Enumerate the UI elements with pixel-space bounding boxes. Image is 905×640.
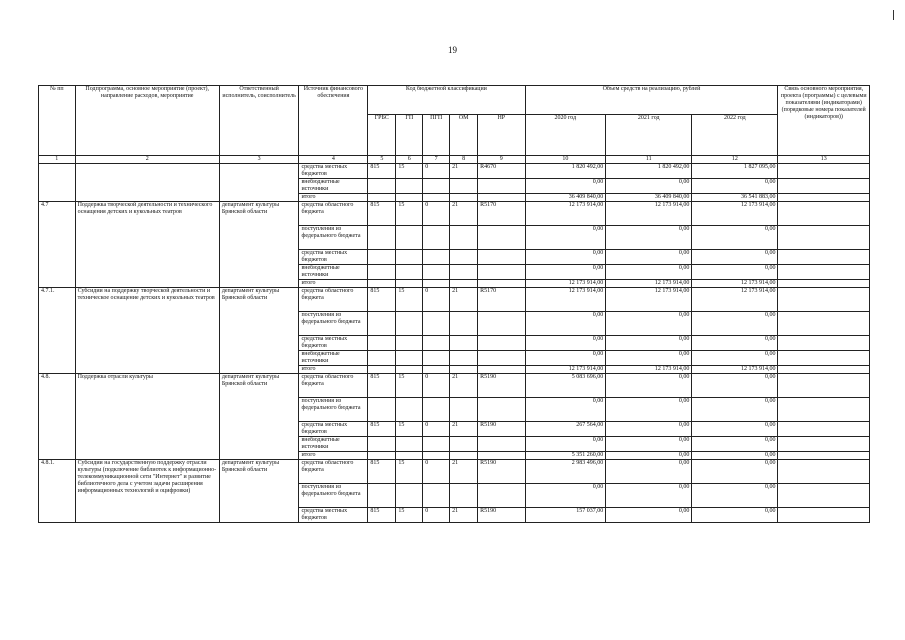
header-om: ОМ xyxy=(450,115,478,156)
code-grbs: 815 xyxy=(368,288,396,312)
header-2020: 2020 год xyxy=(525,115,606,156)
value-2021: 0,00 xyxy=(606,250,692,265)
row-link xyxy=(778,508,870,523)
code-np: R5170 xyxy=(478,202,525,226)
row-program xyxy=(75,164,219,202)
code-grbs xyxy=(368,351,396,366)
value-2022: 0,00 xyxy=(692,437,778,452)
code-pgp: 0 xyxy=(423,288,450,312)
code-np xyxy=(478,437,525,452)
code-gp: 15 xyxy=(396,460,423,484)
code-om xyxy=(450,398,478,422)
value-2020: 0,00 xyxy=(525,336,606,351)
row-number: 4.8.1. xyxy=(39,460,76,523)
code-grbs xyxy=(368,265,396,280)
row-program: Поддержка отрасли культуры xyxy=(75,374,219,460)
code-om: 21 xyxy=(450,508,478,523)
header-source: Источник финансового обеспечения xyxy=(299,86,368,156)
code-grbs xyxy=(368,280,396,288)
row-link xyxy=(778,437,870,452)
value-2020: 0,00 xyxy=(525,312,606,336)
row-link xyxy=(778,336,870,351)
code-gp xyxy=(396,351,423,366)
code-gp xyxy=(396,226,423,250)
column-number: 10 xyxy=(525,156,606,164)
value-2022: 0,00 xyxy=(692,250,778,265)
code-gp xyxy=(396,280,423,288)
value-2022: 0,00 xyxy=(692,351,778,366)
code-pgp xyxy=(423,452,450,460)
value-2020: 0,00 xyxy=(525,179,606,194)
code-grbs xyxy=(368,336,396,351)
code-om xyxy=(450,336,478,351)
row-source: внебюджетные источники xyxy=(299,179,368,194)
table-row xyxy=(39,202,870,226)
code-om xyxy=(450,226,478,250)
code-np: R4670 xyxy=(478,164,525,179)
value-2022: 12 173 914,00 xyxy=(692,288,778,312)
code-np: R5190 xyxy=(478,508,525,523)
value-2021: 0,00 xyxy=(606,508,692,523)
code-grbs xyxy=(368,312,396,336)
code-np xyxy=(478,226,525,250)
code-gp xyxy=(396,179,423,194)
edge-mark xyxy=(893,10,894,20)
value-2022: 0,00 xyxy=(692,312,778,336)
value-2020: 0,00 xyxy=(525,351,606,366)
header-pgp: ПГП xyxy=(423,115,450,156)
row-source: внебюджетные источники xyxy=(299,265,368,280)
table-row xyxy=(39,460,870,484)
value-2022: 36 541 883,00 xyxy=(692,194,778,202)
code-np xyxy=(478,452,525,460)
value-2022: 0,00 xyxy=(692,374,778,398)
code-om xyxy=(450,312,478,336)
value-2022: 0,00 xyxy=(692,422,778,437)
value-2022: 0,00 xyxy=(692,179,778,194)
code-grbs: 815 xyxy=(368,374,396,398)
value-2022: 0,00 xyxy=(692,460,778,484)
code-np xyxy=(478,265,525,280)
value-2020: 5 083 696,00 xyxy=(525,374,606,398)
row-source: средства местных бюджетов xyxy=(299,164,368,179)
row-number: 4.7.1. xyxy=(39,288,76,374)
row-link xyxy=(778,398,870,422)
row-link xyxy=(778,164,870,179)
row-source: поступления из федерального бюджета xyxy=(299,484,368,508)
code-om: 21 xyxy=(450,288,478,312)
column-number: 8 xyxy=(450,156,478,164)
code-pgp xyxy=(423,351,450,366)
row-responsible: департамент культуры Брянской области xyxy=(219,288,299,374)
row-link xyxy=(778,288,870,312)
row-responsible: департамент культуры Брянской области xyxy=(219,460,299,523)
value-2021: 0,00 xyxy=(606,312,692,336)
value-2020: 12 173 914,00 xyxy=(525,288,606,312)
value-2020: 0,00 xyxy=(525,250,606,265)
row-source: поступления из федерального бюджета xyxy=(299,312,368,336)
value-2022: 0,00 xyxy=(692,508,778,523)
row-link xyxy=(778,374,870,398)
value-2021: 0,00 xyxy=(606,398,692,422)
code-pgp xyxy=(423,437,450,452)
code-np xyxy=(478,398,525,422)
code-pgp: 0 xyxy=(423,164,450,179)
value-2020: 12 173 914,00 xyxy=(525,280,606,288)
code-np xyxy=(478,312,525,336)
table-body xyxy=(39,164,870,523)
value-2020: 12 173 914,00 xyxy=(525,202,606,226)
value-2020: 12 173 914,00 xyxy=(525,366,606,374)
code-pgp: 0 xyxy=(423,202,450,226)
header-program: Подпрограмма, основное мероприятие (проект), направление расходов, мероприятие xyxy=(75,86,219,156)
code-om: 21 xyxy=(450,202,478,226)
code-om: 21 xyxy=(450,422,478,437)
row-source: средства областного бюджета xyxy=(299,288,368,312)
code-pgp xyxy=(423,312,450,336)
code-om xyxy=(450,351,478,366)
header-2022: 2022 год xyxy=(692,115,778,156)
budget-table xyxy=(38,85,870,523)
row-source: средства местных бюджетов xyxy=(299,508,368,523)
code-om xyxy=(450,194,478,202)
code-grbs: 815 xyxy=(368,460,396,484)
value-2021: 0,00 xyxy=(606,265,692,280)
code-grbs: 815 xyxy=(368,164,396,179)
code-grbs: 815 xyxy=(368,508,396,523)
value-2021: 1 820 492,00 xyxy=(606,164,692,179)
code-gp: 15 xyxy=(396,422,423,437)
value-2022: 12 173 914,00 xyxy=(692,280,778,288)
code-gp xyxy=(396,398,423,422)
code-grbs xyxy=(368,484,396,508)
table-row xyxy=(39,164,870,179)
code-grbs xyxy=(368,398,396,422)
row-source: средства местных бюджетов xyxy=(299,336,368,351)
row-link xyxy=(778,484,870,508)
code-np xyxy=(478,351,525,366)
code-np xyxy=(478,179,525,194)
code-om xyxy=(450,484,478,508)
value-2020: 1 820 492,00 xyxy=(525,164,606,179)
value-2021: 0,00 xyxy=(606,226,692,250)
table-row xyxy=(39,374,870,398)
value-2022: 0,00 xyxy=(692,452,778,460)
code-pgp: 0 xyxy=(423,374,450,398)
code-grbs xyxy=(368,366,396,374)
column-number: 13 xyxy=(778,156,870,164)
code-gp xyxy=(396,437,423,452)
code-gp: 15 xyxy=(396,374,423,398)
value-2021: 0,00 xyxy=(606,460,692,484)
value-2020: 0,00 xyxy=(525,226,606,250)
row-program: Субсидии на поддержку творческой деятельности и техническое оснащение детских и кукольных театров xyxy=(75,288,219,374)
value-2022: 12 173 914,00 xyxy=(692,202,778,226)
row-link xyxy=(778,179,870,194)
value-2021: 12 173 914,00 xyxy=(606,366,692,374)
row-link xyxy=(778,452,870,460)
column-number: 1 xyxy=(39,156,76,164)
header-gp: ГП xyxy=(396,115,423,156)
value-2020: 0,00 xyxy=(525,398,606,422)
row-source: итого xyxy=(299,452,368,460)
code-pgp xyxy=(423,398,450,422)
code-np: R5190 xyxy=(478,460,525,484)
column-number: 5 xyxy=(368,156,396,164)
code-grbs xyxy=(368,437,396,452)
row-source: итого xyxy=(299,280,368,288)
row-link xyxy=(778,226,870,250)
code-om xyxy=(450,250,478,265)
header-responsible: Ответственный исполнитель, соисполнитель xyxy=(219,86,299,156)
value-2020: 36 409 840,00 xyxy=(525,194,606,202)
row-link xyxy=(778,250,870,265)
row-source: поступления из федерального бюджета xyxy=(299,226,368,250)
code-gp: 15 xyxy=(396,288,423,312)
value-2021: 36 409 840,00 xyxy=(606,194,692,202)
code-np xyxy=(478,250,525,265)
code-gp xyxy=(396,194,423,202)
header-no: № пп xyxy=(39,86,76,156)
row-program: Поддержка творческой деятельности и технического оснащения детских и кукольных театров xyxy=(75,202,219,288)
value-2021: 12 173 914,00 xyxy=(606,202,692,226)
code-pgp xyxy=(423,250,450,265)
column-number: 6 xyxy=(396,156,423,164)
value-2021: 0,00 xyxy=(606,422,692,437)
value-2020: 0,00 xyxy=(525,484,606,508)
code-pgp xyxy=(423,179,450,194)
row-responsible: департамент культуры Брянской области xyxy=(219,374,299,460)
code-om xyxy=(450,280,478,288)
code-grbs xyxy=(368,250,396,265)
code-gp xyxy=(396,452,423,460)
code-np: R5190 xyxy=(478,422,525,437)
value-2020: 2 983 496,00 xyxy=(525,460,606,484)
value-2021: 0,00 xyxy=(606,437,692,452)
code-gp: 15 xyxy=(396,508,423,523)
code-pgp xyxy=(423,280,450,288)
code-grbs xyxy=(368,179,396,194)
code-pgp xyxy=(423,366,450,374)
code-grbs xyxy=(368,452,396,460)
row-source: внебюджетные источники xyxy=(299,437,368,452)
column-numbers-row xyxy=(39,156,870,164)
table-row xyxy=(39,288,870,312)
header-2021: 2021 год xyxy=(606,115,692,156)
header-grbs: ГРБС xyxy=(368,115,396,156)
value-2022: 0,00 xyxy=(692,484,778,508)
value-2021: 0,00 xyxy=(606,336,692,351)
value-2021: 12 173 914,00 xyxy=(606,280,692,288)
value-2022: 0,00 xyxy=(692,336,778,351)
code-np xyxy=(478,194,525,202)
value-2021: 0,00 xyxy=(606,484,692,508)
column-number: 7 xyxy=(423,156,450,164)
code-pgp xyxy=(423,226,450,250)
code-pgp: 0 xyxy=(423,508,450,523)
value-2021: 0,00 xyxy=(606,374,692,398)
code-pgp xyxy=(423,265,450,280)
code-om: 21 xyxy=(450,374,478,398)
column-number: 11 xyxy=(606,156,692,164)
code-om xyxy=(450,366,478,374)
row-number xyxy=(39,164,76,202)
value-2022: 1 827 095,00 xyxy=(692,164,778,179)
row-number: 4.7 xyxy=(39,202,76,288)
code-grbs xyxy=(368,194,396,202)
row-link xyxy=(778,265,870,280)
row-link xyxy=(778,194,870,202)
code-gp xyxy=(396,265,423,280)
code-pgp xyxy=(423,336,450,351)
value-2022: 12 173 914,00 xyxy=(692,366,778,374)
code-om: 21 xyxy=(450,460,478,484)
header-np: НР xyxy=(478,115,525,156)
row-source: средства местных бюджетов xyxy=(299,422,368,437)
code-np xyxy=(478,280,525,288)
row-link xyxy=(778,422,870,437)
value-2021: 0,00 xyxy=(606,351,692,366)
code-gp xyxy=(396,312,423,336)
value-2021: 12 173 914,00 xyxy=(606,288,692,312)
code-om: 21 xyxy=(450,164,478,179)
code-gp xyxy=(396,250,423,265)
code-gp xyxy=(396,366,423,374)
code-om xyxy=(450,265,478,280)
header-volume-group: Объем средств на реализацию, рублей xyxy=(525,86,778,115)
code-grbs xyxy=(368,226,396,250)
code-om xyxy=(450,179,478,194)
code-np xyxy=(478,366,525,374)
row-responsible: департамент культуры Брянской области xyxy=(219,202,299,288)
value-2020: 0,00 xyxy=(525,437,606,452)
code-np: R5170 xyxy=(478,288,525,312)
row-responsible xyxy=(219,164,299,202)
row-link xyxy=(778,351,870,366)
row-link xyxy=(778,280,870,288)
row-source: итого xyxy=(299,194,368,202)
code-np xyxy=(478,336,525,351)
code-gp: 15 xyxy=(396,164,423,179)
value-2021: 0,00 xyxy=(606,452,692,460)
code-om xyxy=(450,437,478,452)
row-link xyxy=(778,312,870,336)
code-pgp xyxy=(423,194,450,202)
code-gp xyxy=(396,484,423,508)
value-2022: 0,00 xyxy=(692,226,778,250)
code-om xyxy=(450,452,478,460)
column-number: 2 xyxy=(75,156,219,164)
page-number: 19 xyxy=(448,45,457,55)
code-pgp: 0 xyxy=(423,422,450,437)
row-link xyxy=(778,366,870,374)
row-source: итого xyxy=(299,366,368,374)
row-source: внебюджетные источники xyxy=(299,351,368,366)
code-np: R5190 xyxy=(478,374,525,398)
row-source: средства областного бюджета xyxy=(299,460,368,484)
value-2021: 0,00 xyxy=(606,179,692,194)
code-gp xyxy=(396,336,423,351)
row-source: средства местных бюджетов xyxy=(299,250,368,265)
code-gp: 15 xyxy=(396,202,423,226)
value-2020: 5 351 260,00 xyxy=(525,452,606,460)
column-number: 9 xyxy=(478,156,525,164)
row-program: Субсидии на государственную поддержку отрасли культуры (подключение библиотек к информационно-телекоммуникационной сети "Интернет" и развитие библиотечного дела с учетом задачи расширения информационных технологий и оцифровки) xyxy=(75,460,219,523)
code-pgp: 0 xyxy=(423,460,450,484)
column-number: 12 xyxy=(692,156,778,164)
row-source: средства областного бюджета xyxy=(299,202,368,226)
column-number: 4 xyxy=(299,156,368,164)
row-link xyxy=(778,460,870,484)
code-np xyxy=(478,484,525,508)
row-source: поступления из федерального бюджета xyxy=(299,398,368,422)
value-2022: 0,00 xyxy=(692,265,778,280)
value-2022: 0,00 xyxy=(692,398,778,422)
value-2020: 267 564,00 xyxy=(525,422,606,437)
value-2020: 157 037,00 xyxy=(525,508,606,523)
row-source: средства областного бюджета xyxy=(299,374,368,398)
header-code-group: Код бюджетной классификации xyxy=(368,86,525,115)
column-number: 3 xyxy=(219,156,299,164)
value-2020: 0,00 xyxy=(525,265,606,280)
code-grbs: 815 xyxy=(368,202,396,226)
header-link: Связь основного мероприятия, проекта (программы) с целевыми показателями (индикаторами) (порядковые номера показателей (индикаторов)) xyxy=(778,86,870,156)
row-link xyxy=(778,202,870,226)
row-number: 4.8. xyxy=(39,374,76,460)
code-grbs: 815 xyxy=(368,422,396,437)
code-pgp xyxy=(423,484,450,508)
